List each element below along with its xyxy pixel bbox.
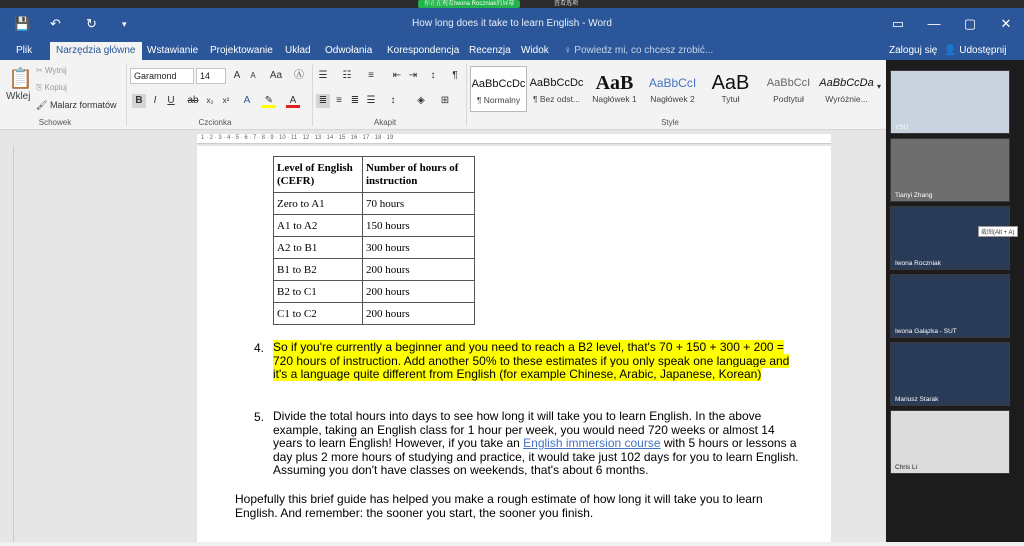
paragraph-text: Divide the total hours into days to see how long it will take you to learn English. In the above example, taking an English class for 1 hour per week, you would need 720 weeks or almost 14 years to learn English! However, if you take an (273, 409, 775, 450)
table-cell: Zero to A1 (274, 193, 363, 215)
participant-name: YSU (895, 124, 909, 131)
tell-me-search[interactable] (564, 42, 713, 60)
ruler-marks: 1 · 2 · 3 · 4 · 5 · 6 · 7 · 8 · 9 · 10 · 11 · 12 · 13 · 14 · 15 · 16 · 17 · 18 · 19 (201, 135, 394, 141)
table-row (274, 237, 475, 259)
align-center-icon[interactable]: ≡ (336, 95, 342, 106)
customize-toolbar-icon[interactable]: ▾ (122, 19, 127, 29)
participant-name: Chris Li (895, 464, 918, 471)
shrink-font-icon[interactable]: A (250, 71, 256, 80)
clipboard-group-label: Schowek (38, 118, 72, 127)
table-cell: 150 hours (363, 215, 475, 237)
show-formatting-icon[interactable]: ¶ (452, 70, 458, 81)
tell-me-text: Powiedz mi, co chcesz zrobić... (574, 45, 714, 56)
tab-design[interactable]: Projektowanie (210, 45, 273, 56)
participant-name: Iwona Galązka - SUT (895, 328, 957, 335)
style-name: ¶ Normalny (476, 95, 521, 105)
table-cell: A2 to B1 (274, 237, 363, 259)
close-button[interactable]: ✕ (1000, 16, 1012, 31)
format-painter-button[interactable]: 🖌 Malarz formatów (36, 100, 117, 110)
video-participants-panel (886, 60, 1024, 546)
window-title: How long does it take to learn English - Word (412, 18, 612, 29)
status-bar (0, 542, 1024, 546)
style-name: Nagłówek 1 (592, 94, 637, 104)
italic-icon[interactable]: I (153, 95, 157, 106)
style-heading-2[interactable] (644, 66, 701, 112)
redo-icon[interactable]: ↻ (86, 16, 97, 31)
share-label: Udostępnij (959, 45, 1007, 56)
table-row (274, 259, 475, 281)
borders-icon[interactable]: ⊞ (440, 95, 450, 106)
cefr-hours-table (273, 156, 475, 325)
ribbon-tabs (0, 40, 1024, 60)
table-row (274, 281, 475, 303)
strikethrough-icon[interactable]: ab (187, 95, 199, 106)
justify-icon[interactable]: ☰ (366, 95, 376, 106)
maximize-button[interactable]: ▢ (963, 16, 977, 31)
video-tile[interactable] (890, 342, 1010, 406)
clear-formatting-icon[interactable]: Ⓐ (294, 70, 304, 81)
style-name: Nagłówek 2 (650, 94, 695, 104)
style-sample: AaBbCcI (766, 77, 811, 89)
style-no-spacing[interactable] (528, 66, 585, 112)
style-name: Tytuł (721, 94, 740, 104)
tab-home[interactable]: Narzędzia główne (50, 42, 142, 60)
change-case-icon[interactable]: Aa (269, 70, 283, 81)
align-left-icon[interactable]: ≣ (316, 94, 330, 108)
style-subtitle[interactable] (760, 66, 817, 112)
style-sample: AaBbCcDc (529, 77, 584, 89)
tab-insert[interactable]: Wstawianie (147, 45, 199, 56)
ribbon-home (0, 60, 886, 130)
list-number: 5. (254, 410, 265, 424)
table-cell: 70 hours (363, 193, 475, 215)
style-emphasis[interactable] (818, 66, 875, 112)
tab-view[interactable]: Widok (521, 45, 549, 56)
tab-mailings[interactable]: Korespondencja (387, 45, 460, 56)
highlighted-text: So if you're currently a beginner and you need to reach a B2 level, that's 70 + 150 + 300 + 200 = 720 hours of instruction. Add another 50% to these estimates if you only speak one language and it's a language quite different from English (for example Chinese, Arabic, Japanese, Korean) (273, 340, 790, 381)
numbering-icon[interactable]: ☷ (342, 70, 352, 81)
styles-more-icon[interactable]: ▾ (876, 82, 881, 91)
table-cell: 300 hours (363, 237, 475, 259)
style-name: Wyróżnie... (825, 94, 868, 104)
align-right-icon[interactable]: ≣ (350, 95, 360, 106)
style-heading-1[interactable] (586, 66, 643, 112)
increase-indent-icon[interactable]: ⇥ (408, 70, 418, 81)
immersion-course-link[interactable]: English immersion course (523, 436, 661, 450)
font-color-icon[interactable]: A (286, 94, 300, 108)
paste-icon[interactable]: 📋 (8, 68, 33, 90)
participant-name: Tianyi Zhang (895, 192, 933, 199)
closing-paragraph: Hopefully this brief guide has helped you make a rough estimate of how long it will take you to learn English. And remember: the sooner you start, the sooner you finish. (235, 492, 763, 520)
copy-button[interactable]: ⎘ Kopiuj (36, 83, 67, 92)
sort-icon[interactable]: ↕ (430, 70, 436, 81)
style-sample: AaB (711, 72, 750, 94)
lightbulb-icon: ♀ (564, 45, 575, 56)
vertical-ruler[interactable] (0, 146, 14, 542)
table-cell: A1 to A2 (274, 215, 363, 237)
table-cell: 200 hours (363, 281, 475, 303)
user-icon: 👤 (944, 45, 960, 56)
table-row (274, 303, 475, 325)
bullets-icon[interactable]: ☰ (318, 70, 328, 81)
minimize-button[interactable]: — (927, 16, 941, 31)
tab-references[interactable]: Odwołania (325, 45, 373, 56)
list-number: 4. (254, 341, 265, 355)
font-group-label: Czcionka (198, 118, 232, 127)
text-effects-icon[interactable]: A (243, 95, 251, 106)
video-tile[interactable] (890, 138, 1010, 202)
subscript-icon[interactable]: x₂ (206, 96, 214, 105)
save-icon[interactable]: 💾 (14, 16, 31, 31)
title-bar (0, 8, 1024, 40)
video-tile[interactable] (890, 70, 1010, 134)
highlight-color-icon[interactable]: ✎ (262, 94, 276, 108)
bold-icon[interactable]: B (132, 94, 146, 108)
video-tile[interactable] (890, 410, 1010, 474)
superscript-icon[interactable]: x² (222, 96, 230, 105)
underline-icon[interactable]: U (167, 95, 175, 106)
participant-name: Iwona Roczniak (895, 260, 941, 267)
style-title[interactable] (702, 66, 759, 112)
tab-file[interactable]: Plik (16, 45, 33, 56)
document-page[interactable] (197, 146, 831, 542)
sign-in-link[interactable]: Zaloguj się (889, 45, 938, 56)
tab-layout[interactable]: Układ (285, 45, 311, 56)
paragraph-text: with 5 hours or lessons a day plus 2 more hours of studying and practice, it would take just 102 days for you to learn English. Assuming you don't have classes on weekends, that's about 6 months. (273, 436, 799, 477)
style-name: Podtytuł (773, 94, 804, 104)
table-cell: C1 to C2 (274, 303, 363, 325)
shading-icon[interactable]: ◈ (417, 95, 425, 106)
view-options-button[interactable]: 查看选项 (554, 1, 579, 7)
style-sample: AaBbCcI (648, 76, 697, 90)
table-cell: 200 hours (363, 259, 475, 281)
participant-name: Mariusz Starak (895, 396, 939, 403)
screen-share-bar (0, 0, 1024, 8)
table-row (274, 215, 475, 237)
decrease-indent-icon[interactable]: ⇤ (392, 70, 402, 81)
share-button[interactable] (944, 42, 1007, 60)
font-size-dropdown[interactable]: 14 (196, 68, 226, 84)
table-cell: 200 hours (363, 303, 475, 325)
list-item-5 (273, 410, 801, 478)
cut-button[interactable]: ✂ Wytnij (36, 66, 67, 75)
table-row (274, 193, 475, 215)
tab-review[interactable]: Recenzja (469, 45, 511, 56)
style-sample: AaBbCcDa (819, 77, 874, 89)
multilevel-list-icon[interactable]: ≡ (368, 70, 374, 81)
styles-group-label: Style (661, 118, 679, 127)
table-cell: B1 to B2 (274, 259, 363, 281)
style-sample: AaBbCcDc (471, 78, 526, 90)
paste-button[interactable]: Wklej (6, 91, 31, 102)
paragraph-group-label: Akapit (373, 118, 397, 127)
table-header-cell: Level of English (CEFR) (274, 157, 363, 193)
group-separator (466, 64, 467, 126)
table-header-cell: Number of hours of instruction (363, 157, 475, 193)
table-header-row (274, 157, 475, 193)
table-cell: B2 to C1 (274, 281, 363, 303)
horizontal-ruler[interactable] (197, 134, 831, 144)
group-separator (312, 64, 313, 126)
undo-icon[interactable]: ↶ (50, 16, 61, 31)
grow-font-icon[interactable]: A (233, 70, 241, 81)
style-name: ¶ Bez odst... (532, 94, 581, 104)
screen-share-notice: 你正在观看Iwona Roczniak的屏幕 (418, 0, 520, 8)
style-sample: AaB (595, 72, 634, 94)
group-separator (126, 64, 127, 126)
font-name-dropdown[interactable]: Garamond (130, 68, 194, 84)
video-tile[interactable] (890, 274, 1010, 338)
style-normal[interactable] (470, 66, 527, 112)
list-item-4 (273, 341, 803, 382)
screenshot-tooltip: 截图(Alt + A) (978, 226, 1018, 237)
video-tile[interactable] (890, 206, 1010, 270)
line-spacing-icon[interactable]: ↕ (390, 95, 396, 106)
ribbon-display-options-icon[interactable]: ▭ (891, 16, 905, 31)
